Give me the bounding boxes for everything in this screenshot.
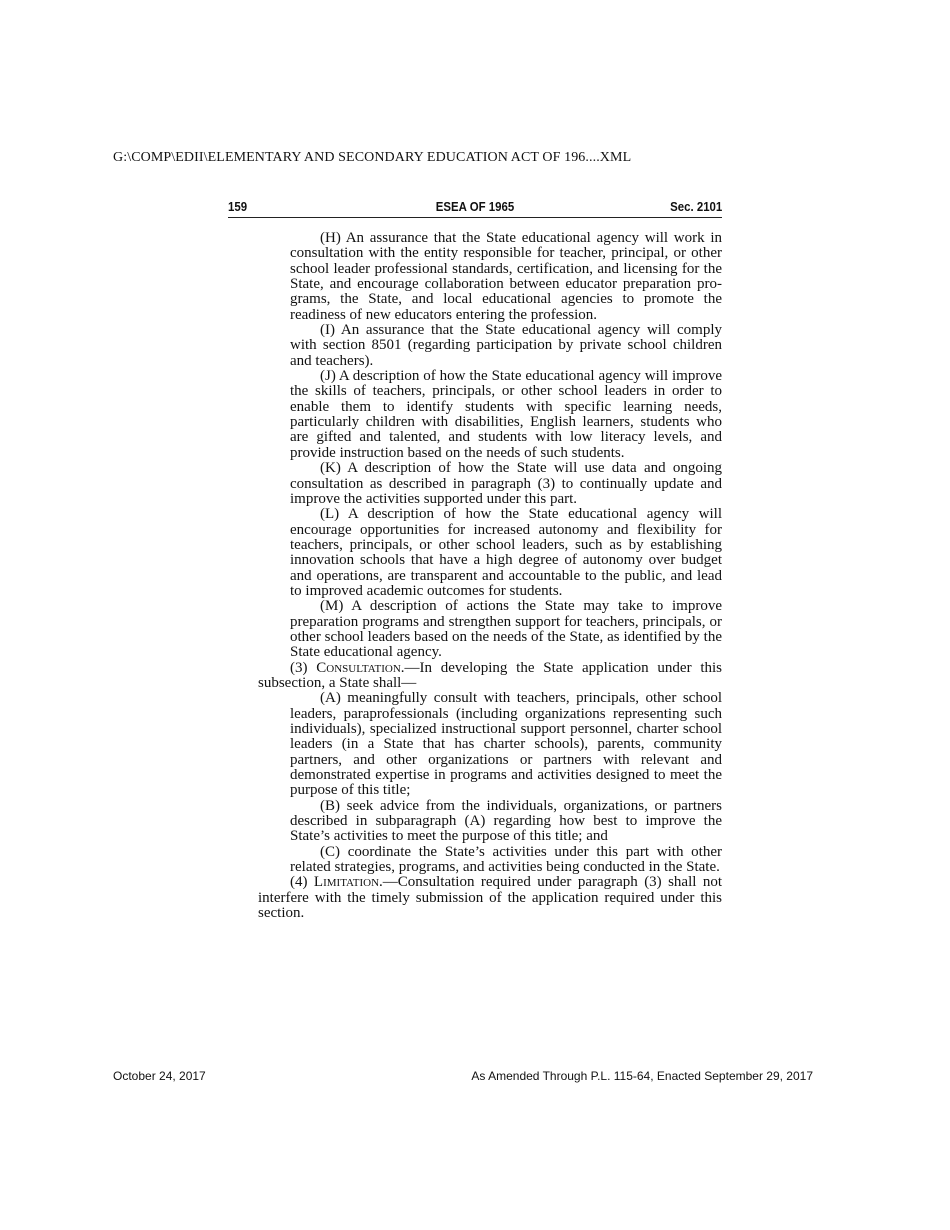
- subparagraph-h: (H) An assurance that the State educational agency will work in consultation with the entity responsible for teacher, principal, or other school leader professional standards, certification, and licensing for the State, and encourage collaboration between educator preparation programs, the State, and local educational agencies to promote the readiness of new educators entering the profession.: [290, 230, 722, 323]
- page-number: 159: [228, 199, 248, 214]
- file-path: G:\COMP\EDII\ELEMENTARY AND SECONDARY EDUCATION ACT OF 196....XML: [113, 150, 632, 165]
- subparagraph-i: (I) An assurance that the State educational agency will comply with section 8501 (regarding participation by private school children and teachers).: [290, 322, 722, 369]
- paragraph-4-text: .—Consultation required under paragraph (3) shall not interfere with the timely submission of the application required under this section.: [258, 874, 723, 922]
- paragraph-3-consultation: [258, 661, 722, 692]
- paragraph-3-heading: Consultation: [316, 659, 401, 676]
- paragraph-4-number: (4): [290, 874, 308, 891]
- statute-body: [258, 231, 722, 921]
- subparagraph-m: (M) A description of actions the State may take to improve preparation programs and strengthen support for teachers, principals, or other school leaders based on the needs of the State, as identified by the State educational agency.: [290, 598, 722, 661]
- subparagraph-k: (K) A description of how the State will use data and ongoing consultation as described in paragraph (3) to continually update and improve the activities supported under this part.: [290, 460, 722, 507]
- footer-amended: As Amended Through P.L. 115-64, Enacted September 29, 2017: [471, 1069, 813, 1083]
- paragraph-4-limitation: [258, 875, 722, 921]
- subparagraph-c: (C) coordinate the State’s activities under this part with other related strategies, programs, and activities being conducted in the State.: [290, 843, 722, 876]
- subparagraph-j: (J) A description of how the State educational agency will improve the skills of teachers, principals, or other school leaders in order to enable them to identify students with specific learning needs, particularly children with disabilities, English learners, students who are gifted and talented, and students with low literacy levels, and provide instruction based on the needs of such students.: [290, 368, 722, 461]
- section-number: Sec. 2101: [669, 199, 722, 214]
- paragraph-4-heading: Limitation: [313, 874, 380, 891]
- running-title: ESEA OF 1965: [435, 199, 515, 214]
- subparagraph-l: (L) A description of how the State educational agency will encourage opportunities for increased autonomy and flexibility for teachers, principals, or other school leaders, such as by establishing innovation schools that have a high degree of autonomy over budget and operations, are transparent and accountable to the public, and lead to improved academic outcomes for students.: [290, 506, 722, 599]
- subparagraph-a: (A) meaningfully consult with teachers, principals, other school leaders, paraprofessionals (including organizations representing such individuals), specialized instructional support personnel, charter school leaders (in a State that has charter schools), parents, community partners, and other organizations or partners with relevant and demonstrated expertise in programs and activities designed to meet the purpose of this title;: [290, 690, 722, 799]
- subparagraph-b: (B) seek advice from the individuals, organizations, or partners described in subparagraph (A) regarding how best to improve the State’s activities to meet the purpose of this title; and: [290, 797, 722, 845]
- running-header: [228, 197, 722, 218]
- footer-date: October 24, 2017: [113, 1069, 206, 1083]
- paragraph-3-text: .—In developing the State application under this subsection, a State shall—: [258, 659, 723, 691]
- paragraph-3-number: (3): [290, 659, 308, 676]
